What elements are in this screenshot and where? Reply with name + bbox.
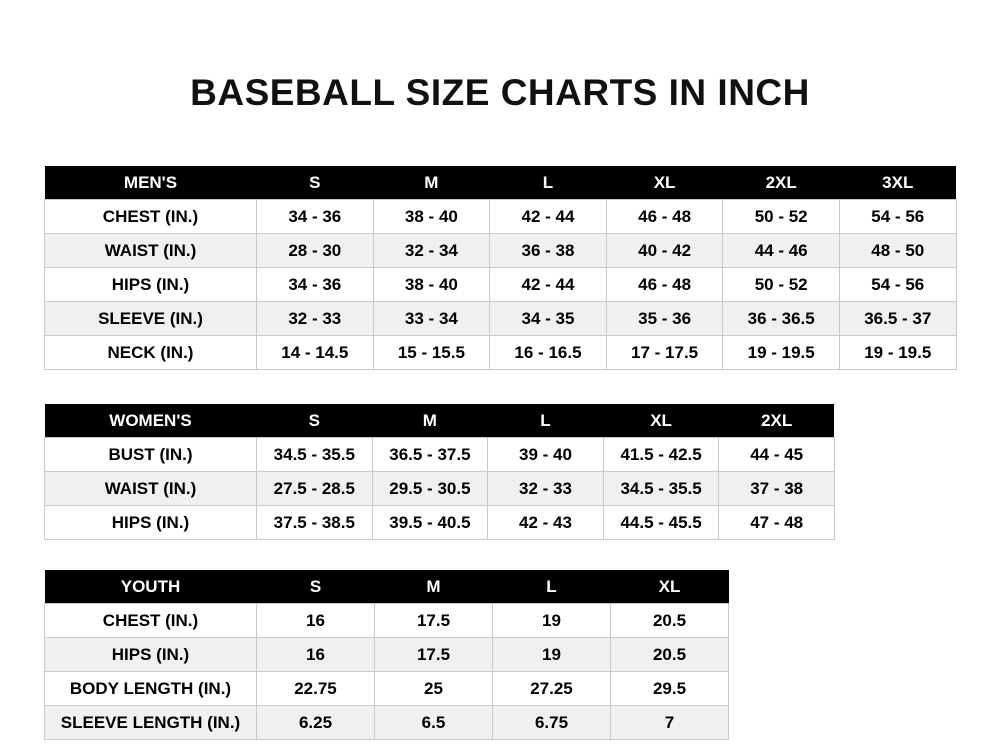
table-cell: 48 - 50 bbox=[839, 234, 956, 268]
womens-header-2xl: 2XL bbox=[719, 404, 835, 438]
row-label: CHEST (IN.) bbox=[45, 200, 257, 234]
table-row bbox=[45, 638, 729, 672]
table-row bbox=[45, 506, 835, 540]
table-cell: 46 - 48 bbox=[606, 200, 723, 234]
table-cell: 7 bbox=[611, 706, 729, 740]
row-label: SLEEVE LENGTH (IN.) bbox=[45, 706, 257, 740]
table-row bbox=[45, 200, 957, 234]
mens-header-l: L bbox=[490, 166, 607, 200]
row-label: WAIST (IN.) bbox=[45, 472, 257, 506]
table-cell: 22.75 bbox=[257, 672, 375, 706]
table-row bbox=[45, 604, 729, 638]
table-cell: 17 - 17.5 bbox=[606, 336, 723, 370]
table-cell: 33 - 34 bbox=[373, 302, 490, 336]
table-cell: 6.75 bbox=[493, 706, 611, 740]
table-cell: 36.5 - 37 bbox=[839, 302, 956, 336]
table-cell: 32 - 34 bbox=[373, 234, 490, 268]
table-cell: 28 - 30 bbox=[257, 234, 374, 268]
table-spacer bbox=[44, 540, 956, 570]
table-header-row bbox=[45, 404, 835, 438]
row-label: WAIST (IN.) bbox=[45, 234, 257, 268]
table-cell: 42 - 44 bbox=[490, 268, 607, 302]
table-cell: 6.5 bbox=[375, 706, 493, 740]
table-row bbox=[45, 268, 957, 302]
table-cell: 39.5 - 40.5 bbox=[372, 506, 488, 540]
table-cell: 29.5 - 30.5 bbox=[372, 472, 488, 506]
table-cell: 34.5 - 35.5 bbox=[603, 472, 719, 506]
table-header-row bbox=[45, 166, 957, 200]
table-cell: 36 - 36.5 bbox=[723, 302, 840, 336]
table-cell: 44 - 45 bbox=[719, 438, 835, 472]
row-label: HIPS (IN.) bbox=[45, 506, 257, 540]
table-cell: 6.25 bbox=[257, 706, 375, 740]
table-cell: 19 - 19.5 bbox=[723, 336, 840, 370]
row-label: NECK (IN.) bbox=[45, 336, 257, 370]
youth-header-xl: XL bbox=[611, 570, 729, 604]
table-cell: 35 - 36 bbox=[606, 302, 723, 336]
mens-table-body bbox=[45, 200, 957, 370]
table-cell: 39 - 40 bbox=[488, 438, 604, 472]
table-cell: 38 - 40 bbox=[373, 268, 490, 302]
youth-table-head bbox=[45, 570, 729, 604]
womens-header-xl: XL bbox=[603, 404, 719, 438]
table-row bbox=[45, 472, 835, 506]
table-cell: 54 - 56 bbox=[839, 200, 956, 234]
table-cell: 29.5 bbox=[611, 672, 729, 706]
table-cell: 16 - 16.5 bbox=[490, 336, 607, 370]
row-label: BUST (IN.) bbox=[45, 438, 257, 472]
womens-header-l: L bbox=[488, 404, 604, 438]
row-label: HIPS (IN.) bbox=[45, 268, 257, 302]
womens-header-category: WOMEN'S bbox=[45, 404, 257, 438]
mens-header-s: S bbox=[257, 166, 374, 200]
row-label: HIPS (IN.) bbox=[45, 638, 257, 672]
table-cell: 34.5 - 35.5 bbox=[257, 438, 373, 472]
table-row bbox=[45, 672, 729, 706]
table-cell: 40 - 42 bbox=[606, 234, 723, 268]
row-label: CHEST (IN.) bbox=[45, 604, 257, 638]
womens-size-table bbox=[44, 404, 835, 540]
table-row bbox=[45, 706, 729, 740]
table-cell: 19 - 19.5 bbox=[839, 336, 956, 370]
table-cell: 16 bbox=[257, 638, 375, 672]
table-header-row bbox=[45, 570, 729, 604]
table-row bbox=[45, 336, 957, 370]
table-cell: 27.25 bbox=[493, 672, 611, 706]
table-cell: 50 - 52 bbox=[723, 200, 840, 234]
table-cell: 38 - 40 bbox=[373, 200, 490, 234]
youth-header-m: M bbox=[375, 570, 493, 604]
mens-header-category: MEN'S bbox=[45, 166, 257, 200]
youth-header-l: L bbox=[493, 570, 611, 604]
table-cell: 17.5 bbox=[375, 638, 493, 672]
table-cell: 44.5 - 45.5 bbox=[603, 506, 719, 540]
womens-table-body bbox=[45, 438, 835, 540]
table-cell: 42 - 44 bbox=[490, 200, 607, 234]
youth-table-body bbox=[45, 604, 729, 740]
table-cell: 37 - 38 bbox=[719, 472, 835, 506]
table-cell: 50 - 52 bbox=[723, 268, 840, 302]
table-cell: 46 - 48 bbox=[606, 268, 723, 302]
table-cell: 19 bbox=[493, 638, 611, 672]
table-cell: 27.5 - 28.5 bbox=[257, 472, 373, 506]
mens-header-3xl: 3XL bbox=[839, 166, 956, 200]
mens-size-table bbox=[44, 166, 957, 370]
table-cell: 36.5 - 37.5 bbox=[372, 438, 488, 472]
page-title: BASEBALL SIZE CHARTS IN INCH bbox=[190, 72, 810, 113]
table-cell: 25 bbox=[375, 672, 493, 706]
row-label: SLEEVE (IN.) bbox=[45, 302, 257, 336]
table-cell: 34 - 36 bbox=[257, 200, 374, 234]
table-cell: 19 bbox=[493, 604, 611, 638]
table-cell: 41.5 - 42.5 bbox=[603, 438, 719, 472]
table-cell: 20.5 bbox=[611, 604, 729, 638]
youth-header-s: S bbox=[257, 570, 375, 604]
table-cell: 20.5 bbox=[611, 638, 729, 672]
table-cell: 16 bbox=[257, 604, 375, 638]
table-cell: 32 - 33 bbox=[257, 302, 374, 336]
table-spacer bbox=[44, 370, 956, 404]
mens-table-head bbox=[45, 166, 957, 200]
table-cell: 47 - 48 bbox=[719, 506, 835, 540]
table-cell: 15 - 15.5 bbox=[373, 336, 490, 370]
table-row bbox=[45, 302, 957, 336]
womens-table-head bbox=[45, 404, 835, 438]
mens-header-m: M bbox=[373, 166, 490, 200]
table-cell: 42 - 43 bbox=[488, 506, 604, 540]
youth-size-table bbox=[44, 570, 729, 740]
table-row bbox=[45, 438, 835, 472]
table-cell: 34 - 36 bbox=[257, 268, 374, 302]
table-cell: 32 - 33 bbox=[488, 472, 604, 506]
table-cell: 37.5 - 38.5 bbox=[257, 506, 373, 540]
youth-header-category: YOUTH bbox=[45, 570, 257, 604]
womens-header-s: S bbox=[257, 404, 373, 438]
row-label: BODY LENGTH (IN.) bbox=[45, 672, 257, 706]
womens-header-m: M bbox=[372, 404, 488, 438]
table-cell: 17.5 bbox=[375, 604, 493, 638]
table-cell: 44 - 46 bbox=[723, 234, 840, 268]
size-tables-container bbox=[0, 166, 1000, 740]
table-row bbox=[45, 234, 957, 268]
table-cell: 34 - 35 bbox=[490, 302, 607, 336]
mens-header-xl: XL bbox=[606, 166, 723, 200]
table-cell: 54 - 56 bbox=[839, 268, 956, 302]
mens-header-2xl: 2XL bbox=[723, 166, 840, 200]
table-cell: 14 - 14.5 bbox=[257, 336, 374, 370]
table-cell: 36 - 38 bbox=[490, 234, 607, 268]
